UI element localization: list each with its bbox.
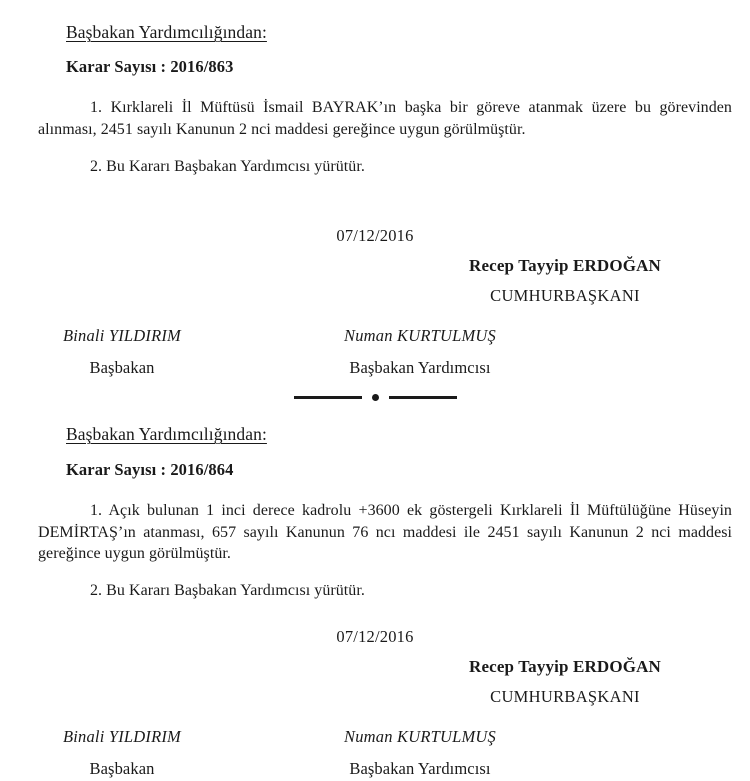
section-heading-1: Başbakan Yardımcılığından: <box>66 22 267 42</box>
decision-number-1: Karar Sayısı : 2016/863 <box>66 57 234 76</box>
deputy-prime-minister-name-1: Numan KURTULMUŞ <box>344 326 496 345</box>
president-title-1: CUMHURBAŞKANI <box>490 286 640 305</box>
president-title-2: CUMHURBAŞKANI <box>490 687 640 706</box>
decision-paragraph-1-2: 2. Bu Kararı Başbakan Yardımcısı yürütür. <box>90 158 365 175</box>
decision-number-2: Karar Sayısı : 2016/864 <box>66 460 234 479</box>
deputy-prime-minister-title-1: Başbakan Yardımcısı <box>349 358 491 377</box>
president-name-1: Recep Tayyip ERDOĞAN <box>469 256 661 275</box>
prime-minister-title-1: Başbakan <box>89 358 155 377</box>
section-heading-2: Başbakan Yardımcılığından: <box>66 424 267 444</box>
prime-minister-name-1: Binali YILDIRIM <box>62 326 182 345</box>
president-name-2: Recep Tayyip ERDOĞAN <box>469 657 661 676</box>
deputy-prime-minister-title-2: Başbakan Yardımcısı <box>349 759 491 778</box>
divider-rule-left <box>294 396 362 399</box>
decision-paragraph-1-1: 1. Kırklareli İl Müftüsü İsmail BAYRAK’ın başka bir göreve atanmak üzere bu görevinden alınması, 2451 sayılı Kanunun 2 nci maddesi gereğince uygun görülmüştür. <box>38 99 732 138</box>
deputy-prime-minister-name-2: Numan KURTULMUŞ <box>344 727 496 746</box>
decision-paragraph-2-2: 2. Bu Kararı Başbakan Yardımcısı yürütür. <box>90 582 365 599</box>
prime-minister-title-2: Başbakan <box>89 759 155 778</box>
divider-dot-icon <box>372 394 379 401</box>
divider-rule-right <box>389 396 457 399</box>
prime-minister-name-2: Binali YILDIRIM <box>62 727 182 746</box>
signature-date-2: 07/12/2016 <box>336 627 414 646</box>
section-divider <box>0 390 750 404</box>
signature-date-1: 07/12/2016 <box>336 226 414 245</box>
decision-paragraph-2-1: 1. Açık bulunan 1 inci derece kadrolu +3600 ek göstergeli Kırklareli İl Müftülüğüne Hüseyin DEMİRTAŞ’ın atanması, 657 sayılı Kanunun 76 ncı maddesi ile 2451 sayılı Kanunun 2 nci maddesi gereğince uygun görülmüştür. <box>38 502 732 562</box>
